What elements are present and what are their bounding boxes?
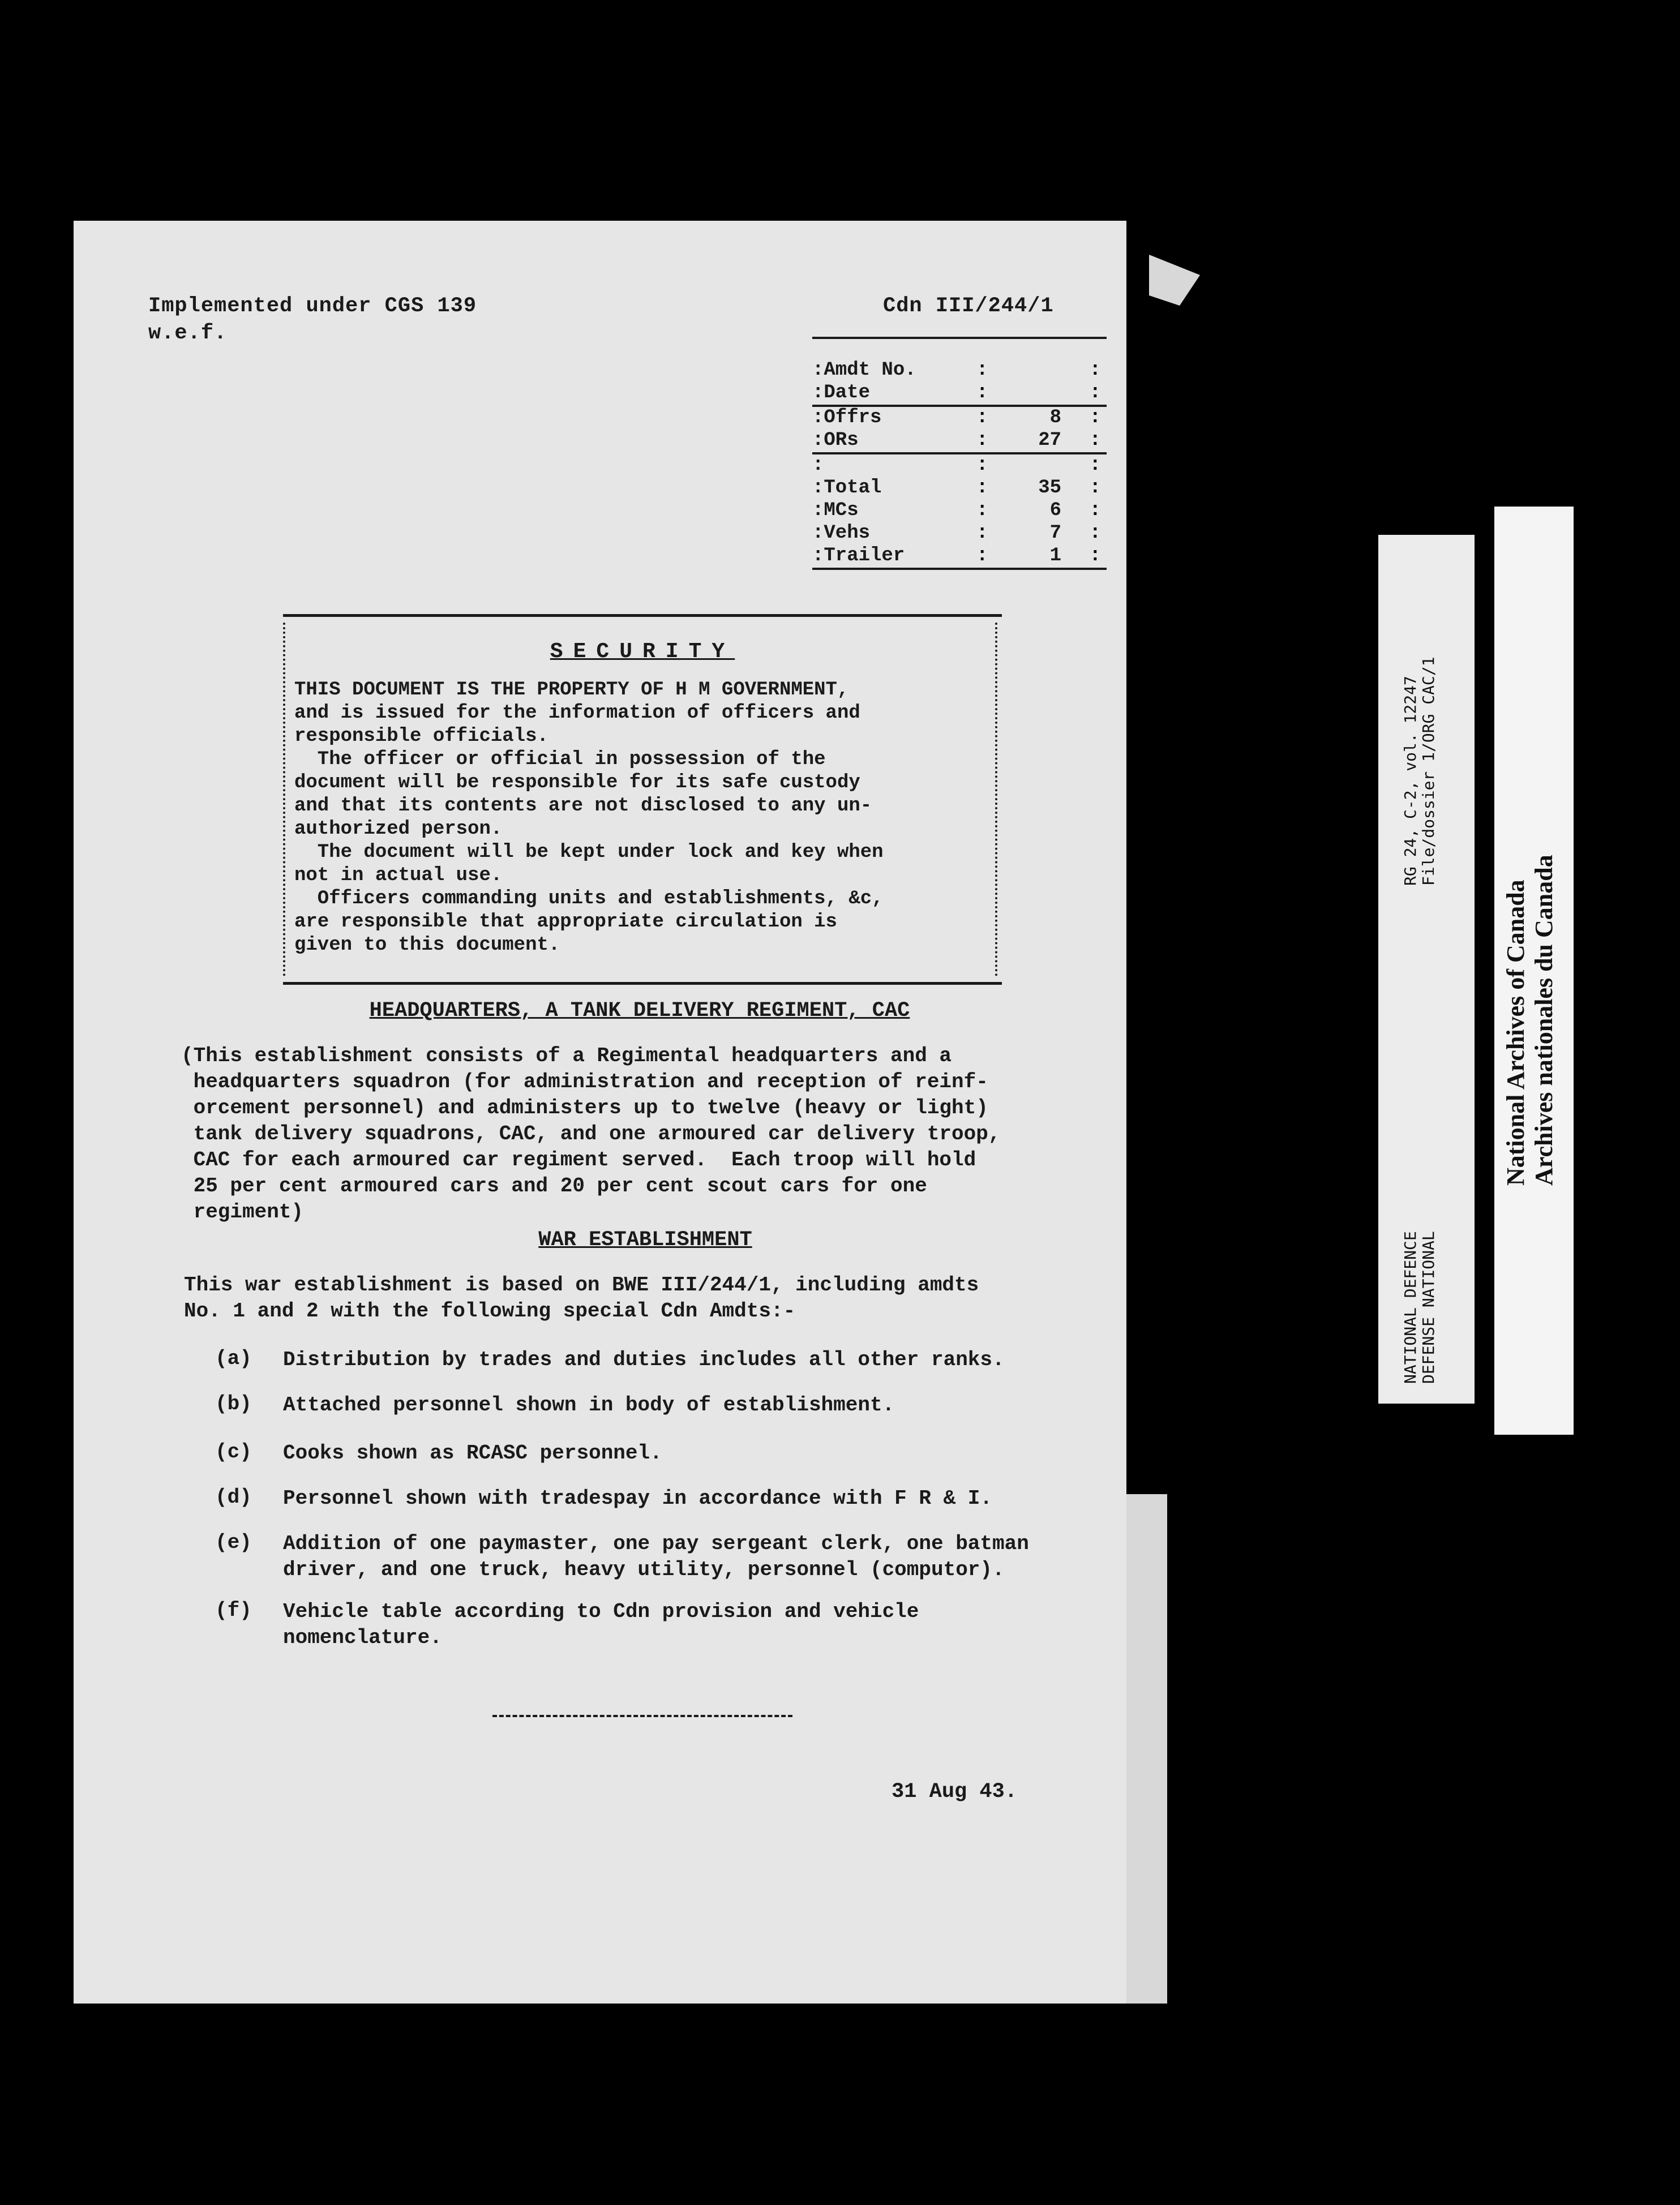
stats-row: :ORs : 27 :: [812, 430, 1101, 451]
security-line: The document will be kept under lock and key when: [294, 842, 884, 863]
security-line: THIS DOCUMENT IS THE PROPERTY OF H M GOVERNMENT,: [294, 679, 849, 701]
archive-ref-1: RG 24, C-2, vol. 12247: [1401, 676, 1420, 886]
description-line: orcement personnel) and administers up to twelve (heavy or light): [181, 1096, 988, 1119]
stats-label: :Offrs: [812, 407, 882, 428]
amendment-key: (e): [215, 1531, 252, 1554]
separator-line: [492, 1715, 792, 1717]
stats-value: 7: [1049, 522, 1061, 544]
stats-value: 6: [1049, 500, 1061, 521]
security-line: are responsible that appropriate circulation is: [294, 911, 837, 933]
establishment-description: [181, 1044, 1143, 1226]
description-line: (This establishment consists of a Regimental headquarters and a: [181, 1044, 952, 1067]
security-line: document will be responsible for its safe custody: [294, 772, 860, 793]
amendment-text: Vehicle table according to Cdn provision and vehicle nomenclature.: [283, 1600, 919, 1649]
stats-label: :Date: [812, 382, 871, 404]
stats-label: :Trailer: [812, 545, 905, 567]
security-text: [294, 679, 996, 958]
stats-label: :: [812, 454, 824, 476]
description-line: regiment): [181, 1200, 304, 1224]
amendment-key: (f): [215, 1599, 252, 1622]
description-line: headquarters squadron (for administration and reception of reinf-: [181, 1070, 988, 1093]
amendment-text: Attached personnel shown in body of establishment.: [283, 1393, 895, 1417]
security-line: and is issued for the information of officers and: [294, 702, 860, 724]
security-title: SECURITY: [550, 640, 735, 664]
description-line: tank delivery squadrons, CAC, and one armoured car delivery troop,: [181, 1122, 1001, 1146]
stats-row: :Amdt No. : :: [812, 359, 1101, 381]
security-line: authorized person.: [294, 818, 503, 840]
amendment-text: Cooks shown as RCASC personnel.: [283, 1442, 662, 1465]
intro-paragraph: [184, 1273, 979, 1325]
wef-note: w.e.f.: [148, 321, 228, 345]
document-reference: Cdn III/244/1: [883, 294, 1054, 318]
stats-row: : : :: [812, 454, 1101, 476]
stats-table: [812, 359, 1107, 570]
archive-name-label: [1494, 507, 1574, 1435]
archive-reference-label: [1378, 535, 1475, 1404]
stats-value: 1: [1049, 545, 1061, 567]
stats-label: :Total: [812, 477, 882, 499]
stats-row: :Vehs : 7 :: [812, 522, 1101, 544]
document-date: 31 Aug 43.: [892, 1780, 1018, 1804]
security-line: responsible officials.: [294, 726, 548, 747]
stats-label: :ORs: [812, 430, 859, 451]
security-line: Officers commanding units and establishments, &c,: [294, 888, 884, 910]
intro-line: This war establishment is based on BWE III/244/1, including amdts: [184, 1273, 979, 1297]
stats-label: :Amdt No.: [812, 359, 916, 381]
security-line: and that its contents are not disclosed to any un-: [294, 795, 872, 817]
intro-line: No. 1 and 2 with the following special Cdn Amdts:-: [184, 1299, 796, 1323]
war-establishment-heading: WAR ESTABLISHMENT: [538, 1228, 752, 1252]
dept-en: NATIONAL DEFENCE: [1401, 1231, 1420, 1384]
security-line: The officer or official in possession of the: [294, 749, 826, 770]
archive-name-en: National Archives of Canada: [1502, 880, 1529, 1186]
archive-name-fr: Archives nationales du Canada: [1530, 855, 1558, 1186]
amendment-text: Distribution by trades and duties includes all other ranks.: [283, 1348, 1005, 1371]
page-edge: [1126, 1494, 1167, 2004]
dept-fr: DEFENSE NATIONAL: [1419, 1231, 1438, 1384]
stats-value: 27: [1038, 430, 1061, 451]
stats-label: :Vehs: [812, 522, 871, 544]
implemented-note: Implemented under CGS 139: [148, 294, 477, 318]
security-line: not in actual use.: [294, 865, 503, 886]
security-box: [283, 614, 1002, 985]
unit-heading: HEADQUARTERS, A TANK DELIVERY REGIMENT, CAC: [369, 999, 910, 1023]
amendment-text: Addition of one paymaster, one pay sergeant clerk, one batman driver, and one truck, heavy utility, personnel (computor).: [283, 1532, 1029, 1581]
stats-value: 8: [1049, 407, 1061, 428]
stats-label: :MCs: [812, 500, 859, 521]
security-line: given to this document.: [294, 934, 560, 956]
amendment-key: (b): [215, 1392, 252, 1415]
description-line: CAC for each armoured car regiment served. Each troop will hold: [181, 1148, 976, 1172]
description-line: 25 per cent armoured cars and 20 per cent scout cars for one: [181, 1174, 927, 1198]
stats-row: :MCs : 6 :: [812, 500, 1101, 521]
amendment-key: (d): [215, 1486, 252, 1509]
stats-row: :Trailer : 1 :: [812, 545, 1101, 567]
torn-corner: [1149, 255, 1200, 306]
stats-row: :Offrs : 8 :: [812, 407, 1101, 428]
archive-ref-2: File/dossier 1/ORG CAC/1: [1419, 657, 1438, 886]
stats-row: :Date : :: [812, 382, 1101, 404]
stats-value: 35: [1038, 477, 1061, 499]
amendment-key: (a): [215, 1347, 252, 1370]
amendment-key: (c): [215, 1440, 252, 1464]
amendment-text: Personnel shown with tradespay in accordance with F R & I.: [283, 1487, 993, 1510]
stats-row: :Total : 35 :: [812, 477, 1101, 499]
